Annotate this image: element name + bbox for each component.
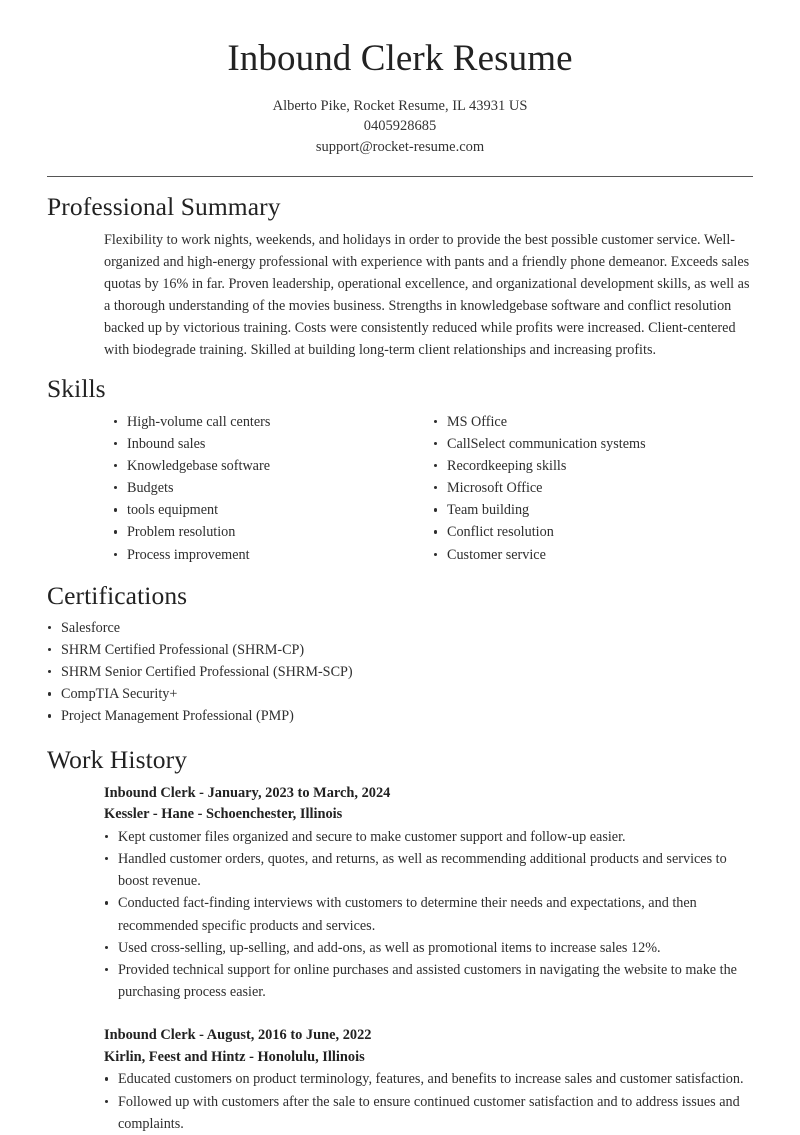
list-item: Knowledgebase software [113,455,433,477]
list-item: Conflict resolution [433,521,753,543]
section-heading-work-history: Work History [47,744,188,774]
list-item: Customer service [433,544,753,566]
list-item: Project Management Professional (PMP) [47,705,753,727]
list-item: Conducted fact-finding interviews with customers to determine their needs and expectations, and then recommended specific products and services. [104,892,744,936]
job-bullets-list [104,826,753,1003]
work-history-entry [104,1025,753,1135]
list-item: Process improvement [113,544,433,566]
job-bullets-list [104,1068,753,1134]
work-history-entry [104,783,753,1003]
list-item: Kept customer files organized and secure to make customer support and follow-up easier. [104,826,744,848]
list-item: tools equipment [113,499,433,521]
header-divider [47,176,753,177]
list-item: Followed up with customers after the sale to ensure continued customer satisfaction and to address issues and complaints. [104,1091,744,1135]
summary-paragraph: Flexibility to work nights, weekends, and holidays in order to provide the best possible customer service. Well-organized and high-energy professional with experience with pants and a friendly phone demeanor. Exceeds sales quotas by 16% in far. Proven leadership, operational excellence, and organizational development skills, as well as a thorough understanding of the movies business. Strengths in knowledgebase software and conflict resolution backed up by victorious training. Costs were consistently reduced while profits were increased. Client-centered with biodegrade training. Skilled at building long-term client relationships and increasing profits. [104,231,750,359]
section-heading-summary: Professional Summary [47,192,281,222]
list-item: Problem resolution [113,521,433,543]
list-item: CallSelect communication systems [433,433,753,455]
list-item: Educated customers on product terminology, features, and benefits to increase sales and customer satisfaction. [104,1068,744,1090]
certifications-list [47,617,753,728]
skills-columns [113,411,753,566]
job-title-line: Inbound Clerk - January, 2023 to March, 2024 [104,784,391,801]
list-item: Provided technical support for online purchases and assisted customers in navigating the website to make the purchasing process easier. [104,959,744,1003]
list-item: SHRM Certified Professional (SHRM-CP) [47,639,753,661]
list-item: Inbound sales [113,433,433,455]
page-title: Inbound Clerk Resume [227,38,573,79]
job-company-line: Kirlin, Feest and Hintz - Honolulu, Illinois [104,1048,365,1065]
section-work-history [47,744,753,1135]
list-item: Microsoft Office [433,477,753,499]
list-item: Salesforce [47,617,753,639]
list-item: CompTIA Security+ [47,683,753,705]
contact-phone: 0405928685 [363,118,437,135]
section-heading-skills: Skills [47,374,106,404]
job-company-line: Kessler - Hane - Schoenchester, Illinois [104,806,343,823]
list-item: Used cross-selling, up-selling, and add-ons, as well as promotional items to increase sales 12%. [104,937,744,959]
contact-email: support@rocket-resume.com [315,138,485,155]
skills-list-left [113,411,433,566]
skills-list-right [433,411,753,566]
list-item: Team building [433,499,753,521]
list-item: MS Office [433,411,753,433]
list-item: SHRM Senior Certified Professional (SHRM-SCP) [47,661,753,683]
list-item: Recordkeeping skills [433,455,753,477]
list-item: Handled customer orders, quotes, and returns, as well as recommending additional products and services to boost revenue. [104,848,744,892]
list-item: Budgets [113,477,433,499]
section-skills [47,373,753,565]
section-professional-summary [47,191,753,361]
list-item: High-volume call centers [113,411,433,433]
section-certifications [47,580,753,728]
contact-address: Alberto Pike, Rocket Resume, IL 43931 US [272,97,528,114]
contact-block [47,96,753,158]
job-title-line: Inbound Clerk - August, 2016 to June, 2022 [104,1027,372,1044]
section-heading-certifications: Certifications [47,580,188,610]
